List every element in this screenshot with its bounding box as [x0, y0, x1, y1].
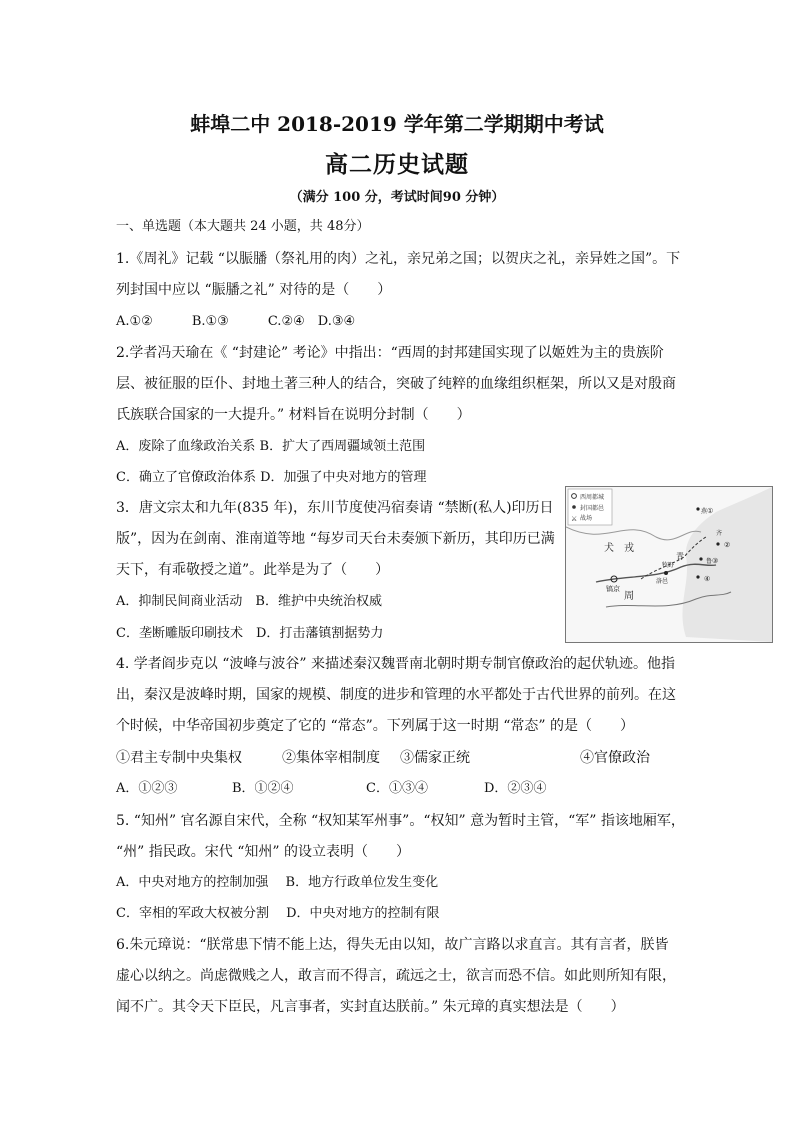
exam-school-title: 蚌埠二中 2018-2019 学年第二学期期中考试 [190, 112, 604, 136]
map-label-qi: 齐 [716, 530, 723, 537]
question-2-line-3: 氏族联合国家的一大提升。” 材料旨在说明分封制（ ） [116, 407, 471, 423]
question-4-item-1: ①君主专制中央集权 [116, 750, 242, 766]
map-label-lu: 鲁 [706, 558, 713, 565]
question-6-line-1: 6.朱元璋说：“朕常患下情不能上达，得失无由以知，故广言路以求直言。其有言者，朕皆 [116, 937, 669, 953]
question-4-item-2: ②集体宰相制度 [282, 750, 380, 766]
question-4-line-2: 出，秦汉是波峰时期，国家的规模、制度的进步和管理的水平都处于古代世界的前列。在这 [116, 687, 676, 703]
question-2-option-ab: A．废除了血缘政治关系 B．扩大了西周疆域领土范围 [116, 439, 426, 454]
question-1-line-2: 列封国中应以 “脤膰之礼” 对待的是（ ） [116, 282, 392, 298]
western-zhou-map [565, 486, 773, 643]
question-6-line-2: 虚心以纳之。尚虑微贱之人，敢言而不得言，疏远之士，欲言而恐不信。如此则所知有限， [116, 968, 676, 984]
question-5-line-1: 5. “知州” 官名源自宋代，全称 “权知某军州事”。“权知” 意为暂时主管，“军” 指该地厢军， [116, 813, 685, 829]
question-2-line-2: 层、被征服的臣仆、封地土著三种人的结合，突破了纯粹的血缘组织框架，所以又是对殷商 [116, 376, 676, 392]
question-2-option-cd: C．确立了官僚政治体系 D．加强了中央对地方的管理 [116, 470, 427, 485]
map-label-luo: 洛邑 [656, 578, 669, 585]
map-label-qing: 青 [676, 552, 684, 561]
map-label-haojing: 镐京 [606, 585, 620, 593]
map-number-4: ④ [704, 575, 711, 583]
fief-marker-3 [699, 557, 702, 560]
map-label-yan: 燕 [701, 508, 708, 515]
question-3-line-2: 版”，因为在剑南、淮南道等地 “每岁司天台未奏颁下新历，其印历已满 [116, 531, 555, 547]
section-heading: 一、单选题（本大题共 24 小题，共 48分） [116, 219, 370, 234]
question-2-line-1: 2.学者冯天瑜在《 “封建论” 考论》中指出：“西周的封邦建国实现了以姬姓为主的贵族阶 [116, 345, 664, 361]
luoyi-marker [664, 571, 668, 575]
exam-info: （满分 100 分，考试时间90 分钟） [289, 190, 505, 205]
question-1-options: A.①② B.①③ C.②④ D.③④ [116, 314, 356, 329]
question-6-line-3: 闻不广。其令天下臣民，凡言事者，实封直达朕前。” 朱元璋的真实想法是（ ） [116, 999, 625, 1015]
legend-capital-label: 西周都城 [580, 494, 605, 501]
map-number-2: ② [724, 541, 731, 549]
question-4-option-a: A．①②③ [116, 781, 178, 796]
question-4-item-4: ④官僚政治 [580, 750, 650, 766]
question-4-option-c: C．①③④ [366, 781, 428, 796]
legend-battle-label: 战场 [580, 515, 593, 522]
question-4-option-d: D．②③④ [484, 781, 547, 796]
question-4-line-3: 个时候，中华帝国初步奠定了它的 “常态”。下列属于这一时期 “常态” 的是（ ） [116, 718, 634, 734]
legend-fief-icon [572, 505, 576, 509]
map-number-3: ③ [712, 557, 719, 565]
map-number-1: ① [707, 507, 714, 515]
fief-marker-1 [696, 507, 699, 510]
question-5-option-cd: C．宰相的军政大权被分割 D．中央对地方的控制有限 [116, 906, 440, 921]
fief-marker-4 [696, 575, 699, 578]
map-label-mu: 牧野 [662, 562, 675, 569]
fief-marker-2 [716, 542, 719, 545]
question-5-line-2: “州” 指民政。宋代 “知州” 的设立表明（ ） [116, 844, 410, 860]
question-1-line-1: 1.《周礼》记载 “以脤膰（祭礼用的肉）之礼，亲兄弟之国；以贺庆之礼，亲异姓之国”。下 [116, 251, 681, 267]
question-4-option-b: B．①②④ [232, 781, 294, 796]
exam-subject-title: 高二历史试题 [325, 151, 469, 178]
map-label-zhou: 周 [624, 591, 634, 602]
question-3-option-cd: C．垄断雕版印刷技术 D．打击藩镇割据势力 [116, 626, 384, 641]
question-4-item-3: ③儒家正统 [400, 750, 470, 766]
question-3-option-ab: A．抑制民间商业活动 B．维护中央统治权威 [116, 594, 382, 609]
question-4-line-1: 4. 学者阎步克以 “波峰与波谷” 来描述秦汉魏晋南北朝时期专制官僚政治的起伏轨迹。他指 [116, 656, 676, 672]
question-5-option-ab: A．中央对地方的控制加强 B．地方行政单位发生变化 [116, 875, 439, 890]
legend-battle-icon: ⚔ [571, 515, 578, 523]
legend-fief-label: 封国都邑 [580, 505, 605, 512]
map-label-rong: 犬 戎 [604, 543, 634, 554]
question-3-line-1: 3．唐文宗太和九年(835 年)，东川节度使冯宿奏请 “禁断(私人)印历日 [116, 500, 554, 516]
question-3-line-3: 天下，有乖敬授之道”。此举是为了（ ） [116, 562, 390, 578]
